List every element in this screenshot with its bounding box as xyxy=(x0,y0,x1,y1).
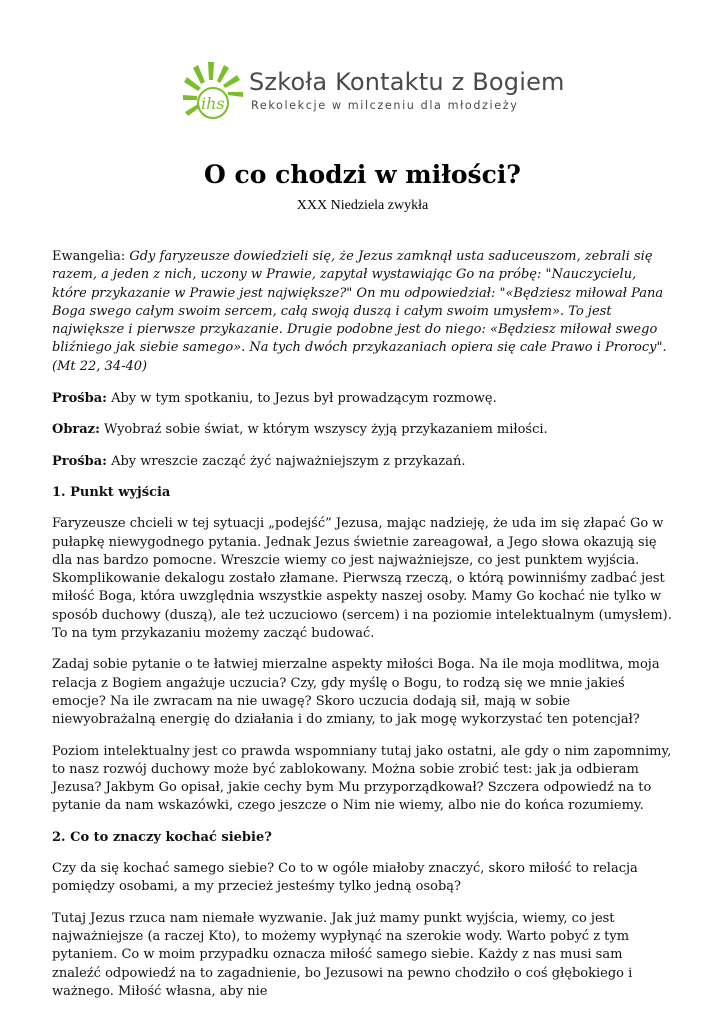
prayer-paragraph xyxy=(52,390,672,408)
section1-paragraph-2: Zadaj sobie pytanie o te łatwiej mierzalne aspekty miłości Boga. Na ile moja modlitwa, moja relacja z Bogiem angażuje uczucia? Czy, gdy myślę o Bogu, to rodzą się we mnie jakieś emocje? Na ile zwracam na nie uwagę? Skoro uczucia dodają sił, mają w sobie niewyobrażalną energię do działania i do zmiany, to jak mogę wykorzystać ten potencjał? xyxy=(52,657,660,728)
logo-name: Szkoła Kontaktu z Bogiem xyxy=(249,68,565,96)
page-title: O co chodzi w miłości? xyxy=(204,160,521,189)
logo xyxy=(183,58,565,128)
image-label: Obraz: xyxy=(52,422,100,438)
gospel-label: Ewangelia: xyxy=(52,249,126,264)
prayer-label: Prośba: xyxy=(52,391,107,407)
prayer-text-2: Aby wreszcie zacząć żyć najważniejszym z przykazań. xyxy=(111,453,466,469)
sun-ihs-logo-icon xyxy=(183,58,249,128)
image-paragraph xyxy=(52,421,672,439)
prayer-label-2: Prośba: xyxy=(52,453,107,469)
section-heading-1: 1. Punkt wyjścia xyxy=(52,484,171,500)
section-heading-2: 2. Co to znaczy kochać siebie? xyxy=(52,829,272,845)
section1-paragraph-3: Poziom intelektualny jest co prawda wspomniany tutaj jako ostatni, ale gdy o nim zapomnimy, to nasz rozwój duchowy może być zablokowany. Można sobie zrobić test: jak ja odbieram Jezusa? Jakbym Go opisał, jakie cechy bym Mu przyporządkował? Szczera odpowiedź na to pytanie da nam wskazówki, czego jeszcze o Nim nie wiemy, albo nie do końca rozumiemy. xyxy=(52,743,672,814)
logo-monogram: ihs xyxy=(201,94,225,113)
section2-paragraph-1: Czy da się kochać samego siebie? Co to w ogóle miałoby znaczyć, skoro miłość to relacja pomiędzy osobami, a my przecież jesteśmy tylko jedną osobą? xyxy=(52,861,638,895)
section2-paragraph-2: Tutaj Jezus rzuca nam niemałe wyzwanie. Jak już mamy punkt wyjścia, wiemy, co jest najważniejsze (a raczej Kto), to możemy wypłynąć na szerokie wody. Warto pobyć z tym pytaniem. Co w moim przypadku oznacza miłość samego siebie. Każdy z nas musi sam znaleźć odpowiedź na to zagadnienie, bo Jezusowi na pewno chodziło o coś głębokiego i ważnego. Miłość własna, aby nie xyxy=(52,910,633,999)
prayer-text: Aby w tym spotkaniu, to Jezus był prowadzącym rozmowę. xyxy=(111,391,497,407)
prayer-paragraph-2 xyxy=(52,453,672,471)
section1-paragraph-1: Faryzeusze chcieli w tej sytuacji „podejść” Jezusa, mając nadzieję, że uda im się złapać Go w pułapkę niewygodnego pytania. Jednak Jezus świetnie zareagował, a Jego słowa okazują się dla nas bardzo pomocne. Wreszcie wiemy co jest najważniejsze, co jest punktem wyjścia. Skomplikowanie dekalogu zostało złamane. Pierwszą rzeczą, o którą powinniśmy zadbać jest miłość Boga, która uwzględnia wszystkie aspekty naszej osoby. Mamy Go kochać nie tylko w sposób duchowy (duszą), ale też uczuciowo (sercem) i na poziomie intelektualnym (umysłem). To na tym przykazaniu możemy zacząć budować. xyxy=(52,516,672,642)
article-body xyxy=(52,248,672,1014)
image-text: Wyobraź sobie świat, w którym wszyscy żyją przykazaniem miłości. xyxy=(104,422,548,438)
logo-tagline: Rekolekcje w milczeniu dla młodzieży xyxy=(251,99,519,112)
gospel-paragraph xyxy=(52,248,672,376)
gospel-text: Gdy faryzeusze dowiedzieli się, że Jezus zamknął usta saduceuszom, zebrali się razem, a jeden z nich, uczony w Prawie, zapytał wystawiając Go na próbę: "Nauczycielu, które przykazanie w Prawie jest największe?" On mu odpowiedział: "«Będziesz miłował Pana Boga swego całym swoim sercem, całą swoją duszą i całym swoim umysłem». To jest największe i pierwsze przykazanie. Drugie podobne jest do niego: «Będziesz miłował swego bliźniego jak siebie samego». Na tych dwóch przykazaniach opiera się całe Prawo i Prorocy". (Mt 22, 34-40) xyxy=(52,249,667,374)
page-subtitle: XXX Niedziela zwykła xyxy=(296,198,429,213)
